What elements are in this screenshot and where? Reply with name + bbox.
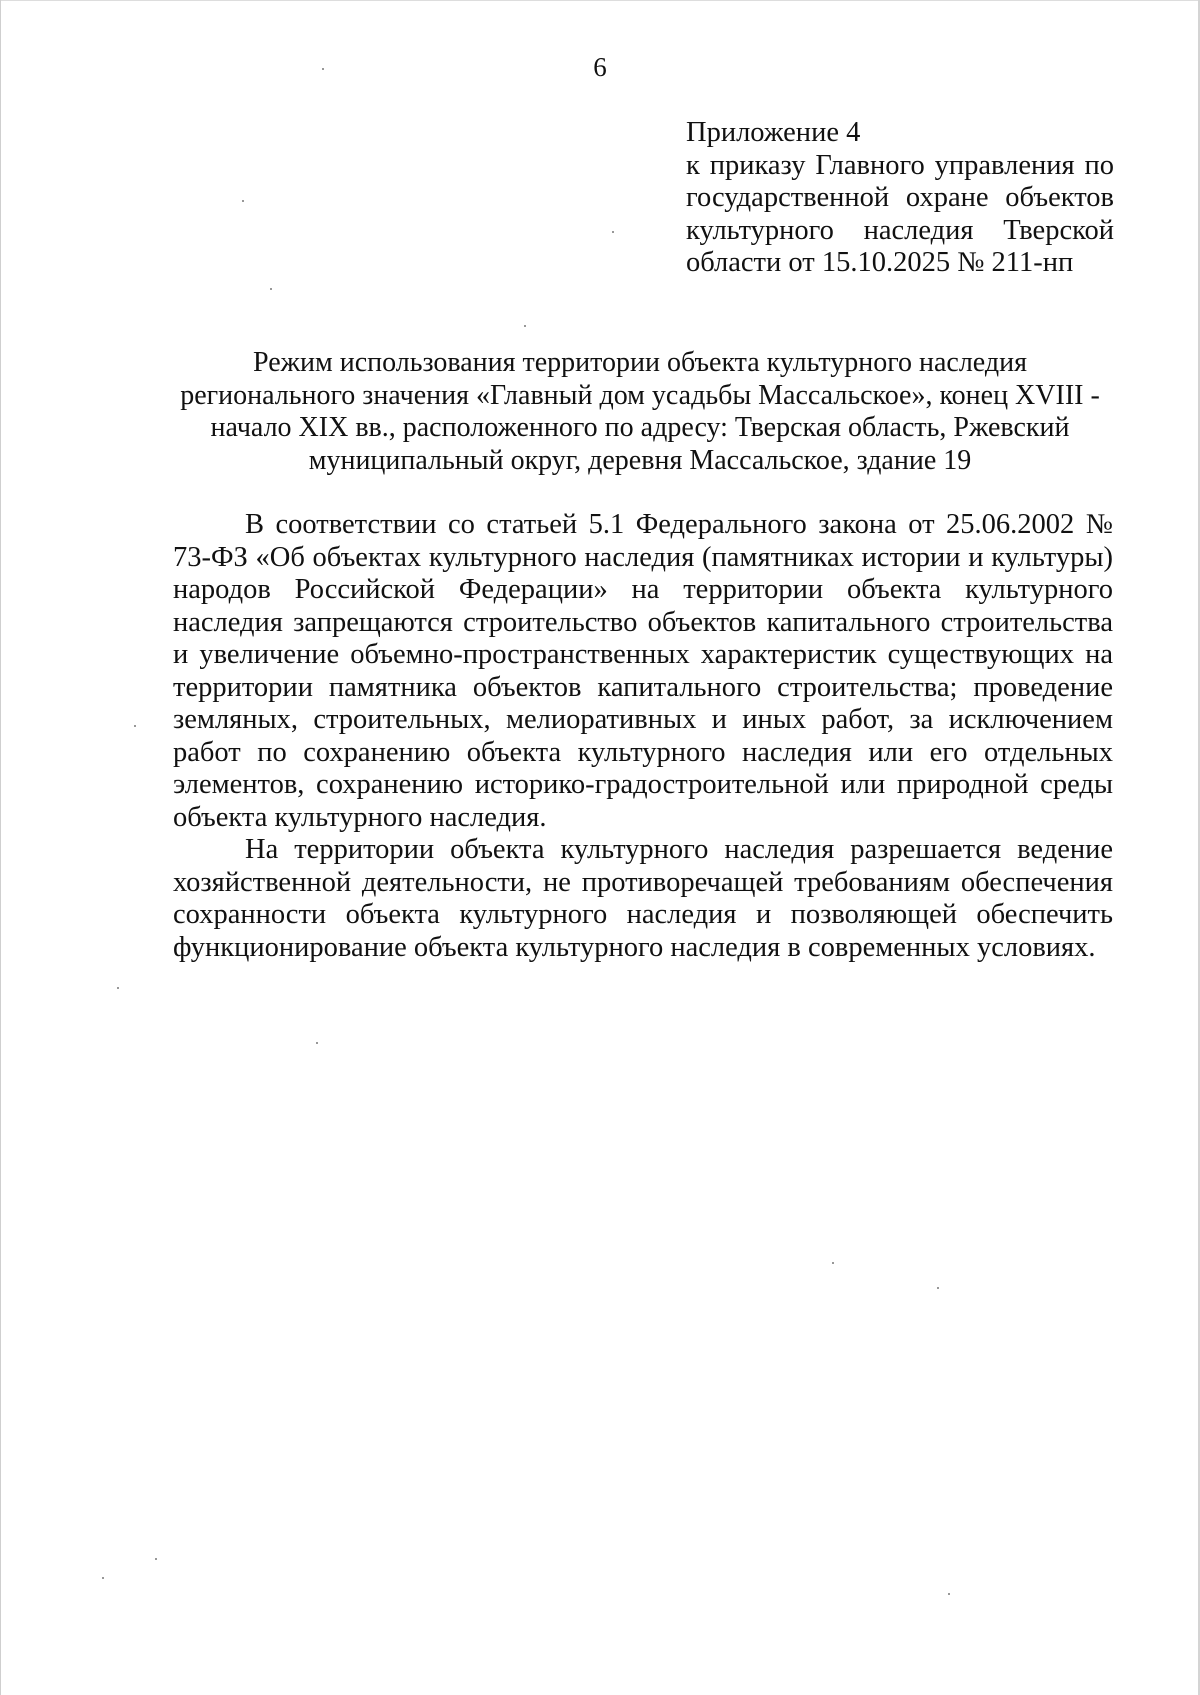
scan-speck — [117, 987, 119, 989]
appendix-reference: к приказу Главного управления по государственной охране объектов культурного наследия Тверской области от 15.10.2025 № 211-нп — [686, 149, 1114, 278]
title-line: муниципальный округ, деревня Массальское, здание 19 — [308, 444, 972, 476]
scan-speck — [316, 1042, 318, 1044]
scan-speck — [134, 725, 136, 727]
scan-speck — [948, 1593, 950, 1595]
document-body — [173, 509, 1113, 964]
title-line: Режим использования территории объекта культурного наследия — [253, 347, 1027, 378]
scan-speck — [102, 1577, 104, 1579]
body-paragraph: В соответствии со статьей 5.1 Федерального закона от 25.06.2002 № 73-ФЗ «Об объектах культурного наследия (памятниках истории и культуры) народов Российской Федерации» на территории объекта культурного наследия запрещаются строительство объектов капитального строительства и увеличение объемно-пространственных характеристик существующих на территории памятника объектов капитального строительства; проведение земляных, строительных, мелиоративных и иных работ, за исключением работ по сохранению объекта культурного наследия или его отдельных элементов, сохранению историко-градостроительной или природной среды объекта культурного наследия. — [173, 509, 1113, 833]
scan-speck — [270, 288, 272, 290]
body-paragraph: На территории объекта культурного наследия разрешается ведение хозяйственной деятельности, не противоречащей требованиям обеспечения сохранности объекта культурного наследия и позволяющей обеспечить функционирование объекта культурного наследия в современных условиях. — [173, 834, 1113, 963]
scan-edge-left — [0, 0, 1, 1695]
scan-speck — [832, 1262, 834, 1264]
title-line: начало XIX вв., расположенного по адресу: Тверская область, Ржевский — [210, 412, 1070, 443]
scan-speck — [322, 68, 324, 70]
scan-edge-top — [0, 0, 1200, 1]
scan-speck — [242, 200, 244, 202]
scan-speck — [937, 1287, 939, 1289]
scan-speck — [612, 231, 614, 233]
title-line: регионального значения «Главный дом усадьбы Массальское», конец XVIII - — [180, 379, 1100, 411]
appendix-block — [686, 117, 1114, 280]
scan-speck — [524, 325, 526, 327]
document-title — [150, 347, 1130, 477]
scan-speck — [155, 1558, 157, 1560]
appendix-title: Приложение 4 — [686, 117, 861, 148]
page-number: 6 — [593, 52, 607, 82]
